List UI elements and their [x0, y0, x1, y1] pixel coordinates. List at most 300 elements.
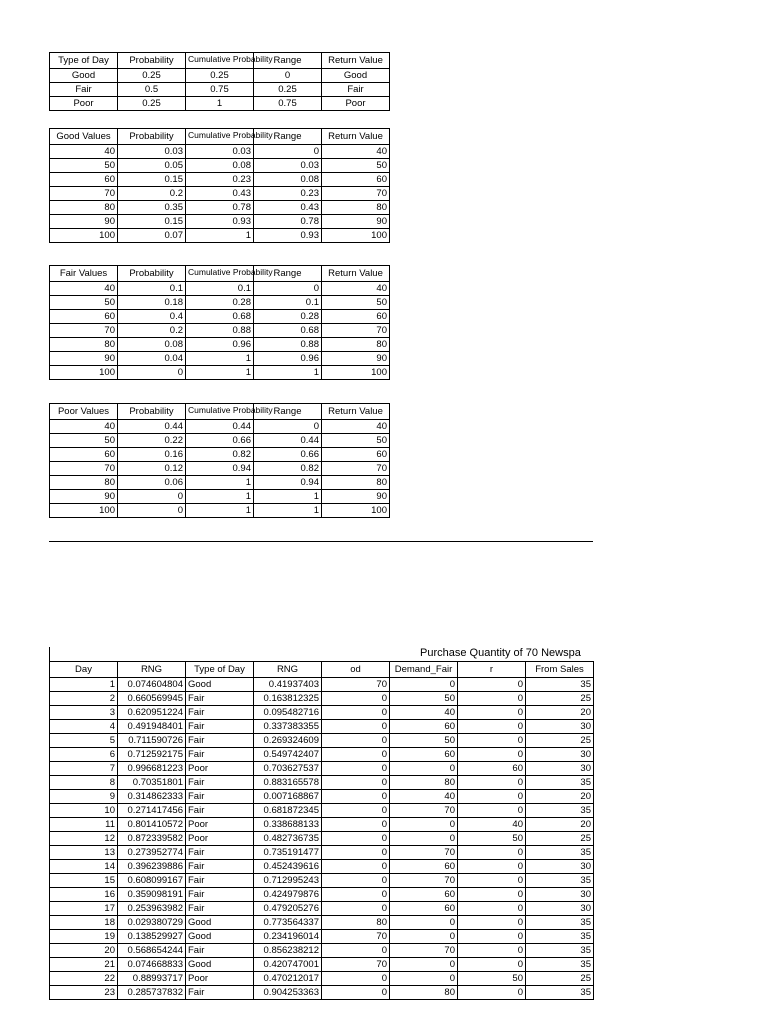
table-row — [50, 201, 390, 215]
table-cell: 9 — [50, 790, 118, 804]
table-cell: 20 — [526, 818, 594, 832]
table-row — [50, 352, 390, 366]
table-cell: 0.396239886 — [118, 860, 186, 874]
table-cell: 70 — [322, 324, 390, 338]
table-cell: 0 — [458, 734, 526, 748]
table-cell: 70 — [322, 187, 390, 201]
table-cell: 70 — [390, 944, 458, 958]
table-cell: 1 — [254, 504, 322, 518]
table-cell: 0.68 — [186, 310, 254, 324]
table-row — [50, 818, 594, 832]
col-header: Cumulative Probability — [186, 404, 254, 420]
table-cell: 0 — [322, 748, 390, 762]
table-cell: 0.712995243 — [254, 874, 322, 888]
table-cell: 0.25 — [186, 69, 254, 83]
table-cell: 0.2 — [118, 324, 186, 338]
table-cell: 4 — [50, 720, 118, 734]
table-cell: 35 — [526, 678, 594, 692]
table-cell: 0.801410572 — [118, 818, 186, 832]
table-cell: 70 — [322, 958, 390, 972]
simulation-table — [49, 661, 594, 1000]
table-cell: 0.479205276 — [254, 902, 322, 916]
table-cell: 6 — [50, 748, 118, 762]
table-cell: 100 — [322, 504, 390, 518]
table-cell: 30 — [526, 762, 594, 776]
table-cell: 0.66 — [254, 448, 322, 462]
table-cell: 0 — [254, 69, 322, 83]
table-row — [50, 790, 594, 804]
table-cell: 0.872339582 — [118, 832, 186, 846]
table-row — [50, 282, 390, 296]
table-cell: 40 — [390, 706, 458, 720]
table-cell: 0.549742407 — [254, 748, 322, 762]
table-row — [50, 888, 594, 902]
table-cell: 0.12 — [118, 462, 186, 476]
table-row — [50, 832, 594, 846]
table-cell: 0.68 — [254, 324, 322, 338]
table-cell: 0 — [458, 692, 526, 706]
table-cell: 30 — [526, 720, 594, 734]
table-cell: 0 — [322, 874, 390, 888]
table-cell: 0.44 — [254, 434, 322, 448]
table-cell: 0.93 — [254, 229, 322, 243]
table-row — [50, 944, 594, 958]
table-cell: 60 — [50, 173, 118, 187]
col-header: Day — [50, 662, 118, 678]
table-cell: 0.163812325 — [254, 692, 322, 706]
table-cell: 35 — [526, 846, 594, 860]
table-cell: 60 — [322, 173, 390, 187]
table-cell: 10 — [50, 804, 118, 818]
table-cell: Fair — [186, 706, 254, 720]
table-cell: Poor — [186, 818, 254, 832]
table-cell: 30 — [526, 748, 594, 762]
table-cell: 35 — [526, 930, 594, 944]
table-cell: 50 — [322, 159, 390, 173]
table-cell: 70 — [322, 678, 390, 692]
table-cell: 60 — [390, 860, 458, 874]
col-header: From Sales — [526, 662, 594, 678]
table-cell: 0.78 — [186, 201, 254, 215]
table-row — [50, 69, 390, 83]
table-cell: Good — [50, 69, 118, 83]
table-cell: 0 — [322, 972, 390, 986]
table-cell: Good — [186, 958, 254, 972]
table-cell: 50 — [322, 296, 390, 310]
table-row — [50, 229, 390, 243]
table-cell: 1 — [186, 490, 254, 504]
table-cell: 80 — [322, 476, 390, 490]
table-cell: 0 — [254, 420, 322, 434]
table-cell: 40 — [458, 818, 526, 832]
col-header: Type of Day — [50, 53, 118, 69]
table-cell: 0 — [458, 706, 526, 720]
table-row — [50, 916, 594, 930]
table-cell: 0.15 — [118, 173, 186, 187]
table-cell: 0.05 — [118, 159, 186, 173]
table-cell: 0 — [118, 504, 186, 518]
table-cell: 0.07 — [118, 229, 186, 243]
table-cell: 1 — [254, 366, 322, 380]
col-header: Demand_Fair — [390, 662, 458, 678]
col-header: RNG — [118, 662, 186, 678]
table-cell: 90 — [322, 352, 390, 366]
table-cell: 0.03 — [186, 145, 254, 159]
table-cell: 0 — [322, 692, 390, 706]
table-cell: 0.08 — [186, 159, 254, 173]
table-cell: 1 — [186, 476, 254, 490]
col-header: Probability — [118, 404, 186, 420]
table-row — [50, 434, 390, 448]
table-cell: Fair — [186, 804, 254, 818]
table-cell: 3 — [50, 706, 118, 720]
table-cell: 30 — [526, 902, 594, 916]
table-cell: 100 — [322, 366, 390, 380]
table-cell: Fair — [322, 83, 390, 97]
table-cell: 19 — [50, 930, 118, 944]
table-row — [50, 145, 390, 159]
table-cell: 0 — [458, 986, 526, 1000]
table-cell: 0.16 — [118, 448, 186, 462]
table-cell: 0.095482716 — [254, 706, 322, 720]
col-header: Range — [254, 404, 322, 420]
col-header: Return Value — [322, 129, 390, 145]
table-cell: Poor — [322, 97, 390, 111]
table-cell: 0.660569945 — [118, 692, 186, 706]
table-cell: 60 — [322, 310, 390, 324]
table-cell: 0.44 — [186, 420, 254, 434]
table-cell: 1 — [186, 504, 254, 518]
table-cell: 0 — [458, 748, 526, 762]
table-cell: 0 — [390, 916, 458, 930]
table-cell: 0 — [390, 972, 458, 986]
table-row — [50, 173, 390, 187]
table-cell: 0.712592175 — [118, 748, 186, 762]
table-cell: 50 — [458, 832, 526, 846]
table-cell: 0.773564337 — [254, 916, 322, 930]
table-cell: 13 — [50, 846, 118, 860]
table-cell: 0.681872345 — [254, 804, 322, 818]
table-cell: 1 — [186, 352, 254, 366]
col-header: Return Value — [322, 404, 390, 420]
table-row — [50, 860, 594, 874]
table-cell: 5 — [50, 734, 118, 748]
table-cell: 0.88 — [186, 324, 254, 338]
table-row — [50, 338, 390, 352]
table-cell: 60 — [390, 720, 458, 734]
col-header: Return Value — [322, 53, 390, 69]
simulation-title: Purchase Quantity of 70 Newspa — [420, 647, 581, 659]
table-row — [50, 678, 594, 692]
table-cell: 0 — [390, 930, 458, 944]
col-header: Type of Day — [186, 662, 254, 678]
table-cell: 0 — [390, 762, 458, 776]
table-row — [50, 476, 390, 490]
table-cell: 0.88 — [254, 338, 322, 352]
table-cell: 0.70351801 — [118, 776, 186, 790]
table-cell: 12 — [50, 832, 118, 846]
table-cell: 0 — [322, 734, 390, 748]
table-cell: 30 — [526, 888, 594, 902]
table-row — [50, 296, 390, 310]
table-cell: 0 — [322, 888, 390, 902]
table-cell: 0.08 — [118, 338, 186, 352]
table-cell: 0.424979876 — [254, 888, 322, 902]
table-cell: Fair — [186, 790, 254, 804]
table-cell: 7 — [50, 762, 118, 776]
table-row — [50, 366, 390, 380]
table-cell: Fair — [186, 860, 254, 874]
table-cell: 60 — [50, 448, 118, 462]
table-cell: 0 — [322, 846, 390, 860]
table-row — [50, 159, 390, 173]
table-cell: 60 — [458, 762, 526, 776]
table-cell: 50 — [322, 434, 390, 448]
table-cell: 70 — [322, 930, 390, 944]
table-cell: 2 — [50, 692, 118, 706]
table-cell: 0.452439616 — [254, 860, 322, 874]
col-header: Probability — [118, 266, 186, 282]
table-cell: Poor — [186, 762, 254, 776]
col-header: r — [458, 662, 526, 678]
table-cell: 1 — [186, 97, 254, 111]
table-cell: 90 — [322, 490, 390, 504]
good-values-table — [49, 128, 390, 243]
table-cell: 0 — [118, 366, 186, 380]
table-cell: 0 — [322, 706, 390, 720]
table-cell: Poor — [186, 972, 254, 986]
table-cell: 0 — [458, 860, 526, 874]
table-cell: 16 — [50, 888, 118, 902]
table-cell: 0.78 — [254, 215, 322, 229]
table-cell: 15 — [50, 874, 118, 888]
table-cell: 0.82 — [186, 448, 254, 462]
table-cell: 0.03 — [254, 159, 322, 173]
table-cell: Good — [186, 930, 254, 944]
table-cell: 1 — [186, 366, 254, 380]
table-row — [50, 504, 390, 518]
table-cell: 0 — [390, 818, 458, 832]
table-cell: 0.18 — [118, 296, 186, 310]
table-cell: 0 — [322, 762, 390, 776]
table-cell: 80 — [322, 338, 390, 352]
table-cell: 0.25 — [118, 97, 186, 111]
table-cell: 50 — [50, 296, 118, 310]
col-header: Cumulative Probability — [186, 129, 254, 145]
table-cell: 0.82 — [254, 462, 322, 476]
table-cell: 0.93 — [186, 215, 254, 229]
table-cell: 8 — [50, 776, 118, 790]
table-cell: 21 — [50, 958, 118, 972]
table-cell: 50 — [458, 972, 526, 986]
table-cell: 0.28 — [186, 296, 254, 310]
table-cell: 60 — [390, 888, 458, 902]
table-cell: 0.88993717 — [118, 972, 186, 986]
table-cell: 0.856238212 — [254, 944, 322, 958]
table-cell: 60 — [50, 310, 118, 324]
table-cell: 0 — [458, 944, 526, 958]
table-cell: 80 — [50, 476, 118, 490]
table-cell: 0.94 — [254, 476, 322, 490]
table-cell: 1 — [50, 678, 118, 692]
table-row — [50, 720, 594, 734]
table-cell: 1 — [186, 229, 254, 243]
table-cell: 0.75 — [254, 97, 322, 111]
table-cell: 0.23 — [254, 187, 322, 201]
table-cell: 0.23 — [186, 173, 254, 187]
table-cell: 0 — [322, 776, 390, 790]
table-row — [50, 462, 390, 476]
table-cell: 0.96 — [186, 338, 254, 352]
table-cell: Fair — [186, 748, 254, 762]
table-cell: 0.28 — [254, 310, 322, 324]
col-header: Range — [254, 53, 322, 69]
table-cell: Good — [186, 678, 254, 692]
table-cell: 0 — [458, 916, 526, 930]
table-cell: Good — [186, 916, 254, 930]
table-row — [50, 762, 594, 776]
table-cell: 0.470212017 — [254, 972, 322, 986]
table-row — [50, 748, 594, 762]
table-row — [50, 846, 594, 860]
table-cell: 0.1 — [254, 296, 322, 310]
table-cell: 14 — [50, 860, 118, 874]
table-cell: 0 — [390, 958, 458, 972]
table-row — [50, 83, 390, 97]
table-cell: 0.35 — [118, 201, 186, 215]
table-cell: Fair — [186, 846, 254, 860]
table-cell: 0 — [322, 902, 390, 916]
table-cell: 0.314862333 — [118, 790, 186, 804]
table-cell: 80 — [322, 201, 390, 215]
poor-values-table — [49, 403, 390, 518]
table-cell: 0.482736735 — [254, 832, 322, 846]
table-cell: 90 — [50, 215, 118, 229]
table-cell: 0.568654244 — [118, 944, 186, 958]
table-row — [50, 972, 594, 986]
table-row — [50, 706, 594, 720]
table-cell: 0.138529927 — [118, 930, 186, 944]
col-header: Cumulative Probability — [186, 266, 254, 282]
table-cell: 70 — [390, 874, 458, 888]
table-cell: 0 — [322, 986, 390, 1000]
table-cell: 35 — [526, 958, 594, 972]
table-cell: 0.94 — [186, 462, 254, 476]
table-cell: 60 — [390, 902, 458, 916]
table-cell: 0.253963982 — [118, 902, 186, 916]
table-cell: 0.2 — [118, 187, 186, 201]
table-cell: 0.337383355 — [254, 720, 322, 734]
col-header: Range — [254, 129, 322, 145]
table-cell: 0.608099167 — [118, 874, 186, 888]
table-cell: 0.08 — [254, 173, 322, 187]
table-row — [50, 310, 390, 324]
table-row — [50, 448, 390, 462]
table-cell: 80 — [390, 986, 458, 1000]
col-header: RNG — [254, 662, 322, 678]
table-cell: Fair — [186, 776, 254, 790]
table-cell: Fair — [186, 734, 254, 748]
table-cell: 0.5 — [118, 83, 186, 97]
table-cell: 100 — [50, 229, 118, 243]
table-cell: 0.007168867 — [254, 790, 322, 804]
table-cell: Fair — [186, 902, 254, 916]
table-cell: 17 — [50, 902, 118, 916]
table-cell: 40 — [322, 420, 390, 434]
table-cell: 80 — [50, 201, 118, 215]
table-cell: 100 — [50, 366, 118, 380]
type-of-day-table — [49, 52, 390, 111]
table-cell: 0.234196014 — [254, 930, 322, 944]
table-cell: 0 — [458, 874, 526, 888]
table-cell: 0 — [458, 846, 526, 860]
table-cell: 0.1 — [118, 282, 186, 296]
table-cell: 0 — [322, 804, 390, 818]
table-cell: Fair — [186, 692, 254, 706]
table-cell: Fair — [186, 986, 254, 1000]
table-cell: 0.43 — [186, 187, 254, 201]
table-cell: 0.074604804 — [118, 678, 186, 692]
table-cell: 50 — [390, 692, 458, 706]
table-cell: 35 — [526, 874, 594, 888]
table-row — [50, 215, 390, 229]
table-row — [50, 324, 390, 338]
table-cell: 0.43 — [254, 201, 322, 215]
col-header: Probability — [118, 53, 186, 69]
table-cell: 0.273952774 — [118, 846, 186, 860]
table-cell: 90 — [50, 490, 118, 504]
table-cell: 80 — [390, 776, 458, 790]
table-cell: 35 — [526, 776, 594, 790]
table-cell: 60 — [390, 748, 458, 762]
table-cell: 50 — [50, 159, 118, 173]
table-cell: 0.883165578 — [254, 776, 322, 790]
table-cell: 0.074668833 — [118, 958, 186, 972]
section-divider — [49, 541, 593, 542]
table-cell: 25 — [526, 734, 594, 748]
table-cell: Poor — [50, 97, 118, 111]
table-cell: 0.25 — [118, 69, 186, 83]
table-row — [50, 97, 390, 111]
table-cell: 50 — [50, 434, 118, 448]
col-header: Good Values — [50, 129, 118, 145]
table-cell: 0 — [254, 282, 322, 296]
table-cell: 70 — [50, 462, 118, 476]
table-cell: 40 — [50, 420, 118, 434]
table-cell: 0 — [458, 930, 526, 944]
table-cell: 0.029380729 — [118, 916, 186, 930]
table-row — [50, 420, 390, 434]
table-row — [50, 187, 390, 201]
table-cell: Good — [322, 69, 390, 83]
table-cell: 0.904253363 — [254, 986, 322, 1000]
table-cell: 90 — [50, 352, 118, 366]
table-row — [50, 692, 594, 706]
table-cell: 70 — [390, 804, 458, 818]
table-cell: 0 — [390, 832, 458, 846]
table-cell: 40 — [50, 145, 118, 159]
table-cell: 0 — [322, 860, 390, 874]
table-cell: 0 — [322, 832, 390, 846]
table-cell: 70 — [322, 462, 390, 476]
table-cell: 0 — [458, 902, 526, 916]
table-cell: 0.44 — [118, 420, 186, 434]
table-cell: 0.703627537 — [254, 762, 322, 776]
sheet-border — [49, 647, 50, 661]
table-cell: 25 — [526, 972, 594, 986]
col-header: Cumulative Probability — [186, 53, 254, 69]
table-cell: 100 — [50, 504, 118, 518]
